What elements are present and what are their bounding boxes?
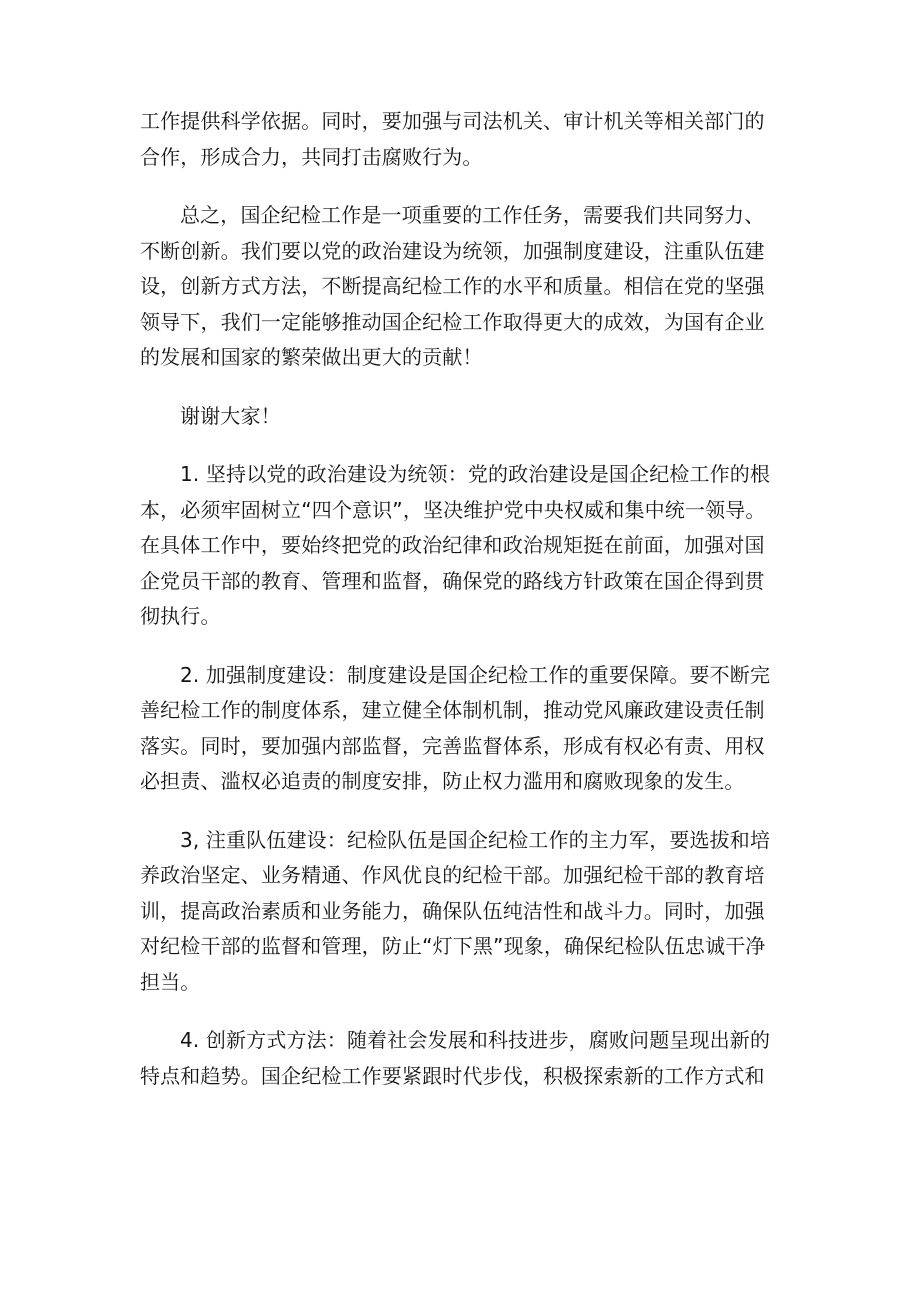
list-item: 2. 加强制度建设：制度建设是国企纪检工作的重要保障。要不断完善纪检工作的制度体系，建立健全体制机制，推动党风廉政建设责任制落实。同时，要加强内部监督，完善监督体系，形成有权必有责、用权必担责、滥权必追责的制度安排，防止权力滥用和腐败现象的发生。 [140,662,771,793]
paragraph: 谢谢大家！ [180,403,281,428]
document-body [140,104,782,1117]
list-item: 1. 坚持以党的政治建设为统领：党的政治建设是国企纪检工作的根本，必须牢固树立“四个意识”，坚决维护党中央权威和集中统一领导。在具体工作中，要始终把党的政治纪律和政治规矩挺在前面，加强对国企党员干部的教育、管理和监督，确保党的路线方针政策在国企得到贯彻执行。 [140,462,771,628]
paragraph: 总之，国企纪检工作是一项重要的工作任务，需要我们共同努力、不断创新。我们要以党的政治建设为统领，加强制度建设，注重队伍建设，创新方式方法，不断提高纪检工作的水平和质量。相信在党的坚强领导下，我们一定能够推动国企纪检工作取得更大的成效，为国有企业的发展和国家的繁荣做出更大的贡献！ [140,203,765,369]
list-item: 3, 注重队伍建设：纪检队伍是国企纪检工作的主力军，要选拔和培养政治坚定、业务精通、作风优良的纪检干部。加强纪检干部的教育培训，提高政治素质和业务能力，确保队伍纯洁性和战斗力。同时，加强对纪检干部的监督和管理，防止“灯下黑”现象，确保纪检队伍忠诚干净担当。 [140,827,771,994]
paragraph: 工作提供科学依据。同时，要加强与司法机关、审计机关等相关部门的合作，形成合力，共同打击腐败行为。 [140,109,765,169]
list-item: 4. 创新方式方法：随着社会发展和科技进步，腐败问题呈现出新的特点和趋势。国企纪检工作要紧跟时代步伐，积极探索新的工作方式和 [140,1028,771,1088]
